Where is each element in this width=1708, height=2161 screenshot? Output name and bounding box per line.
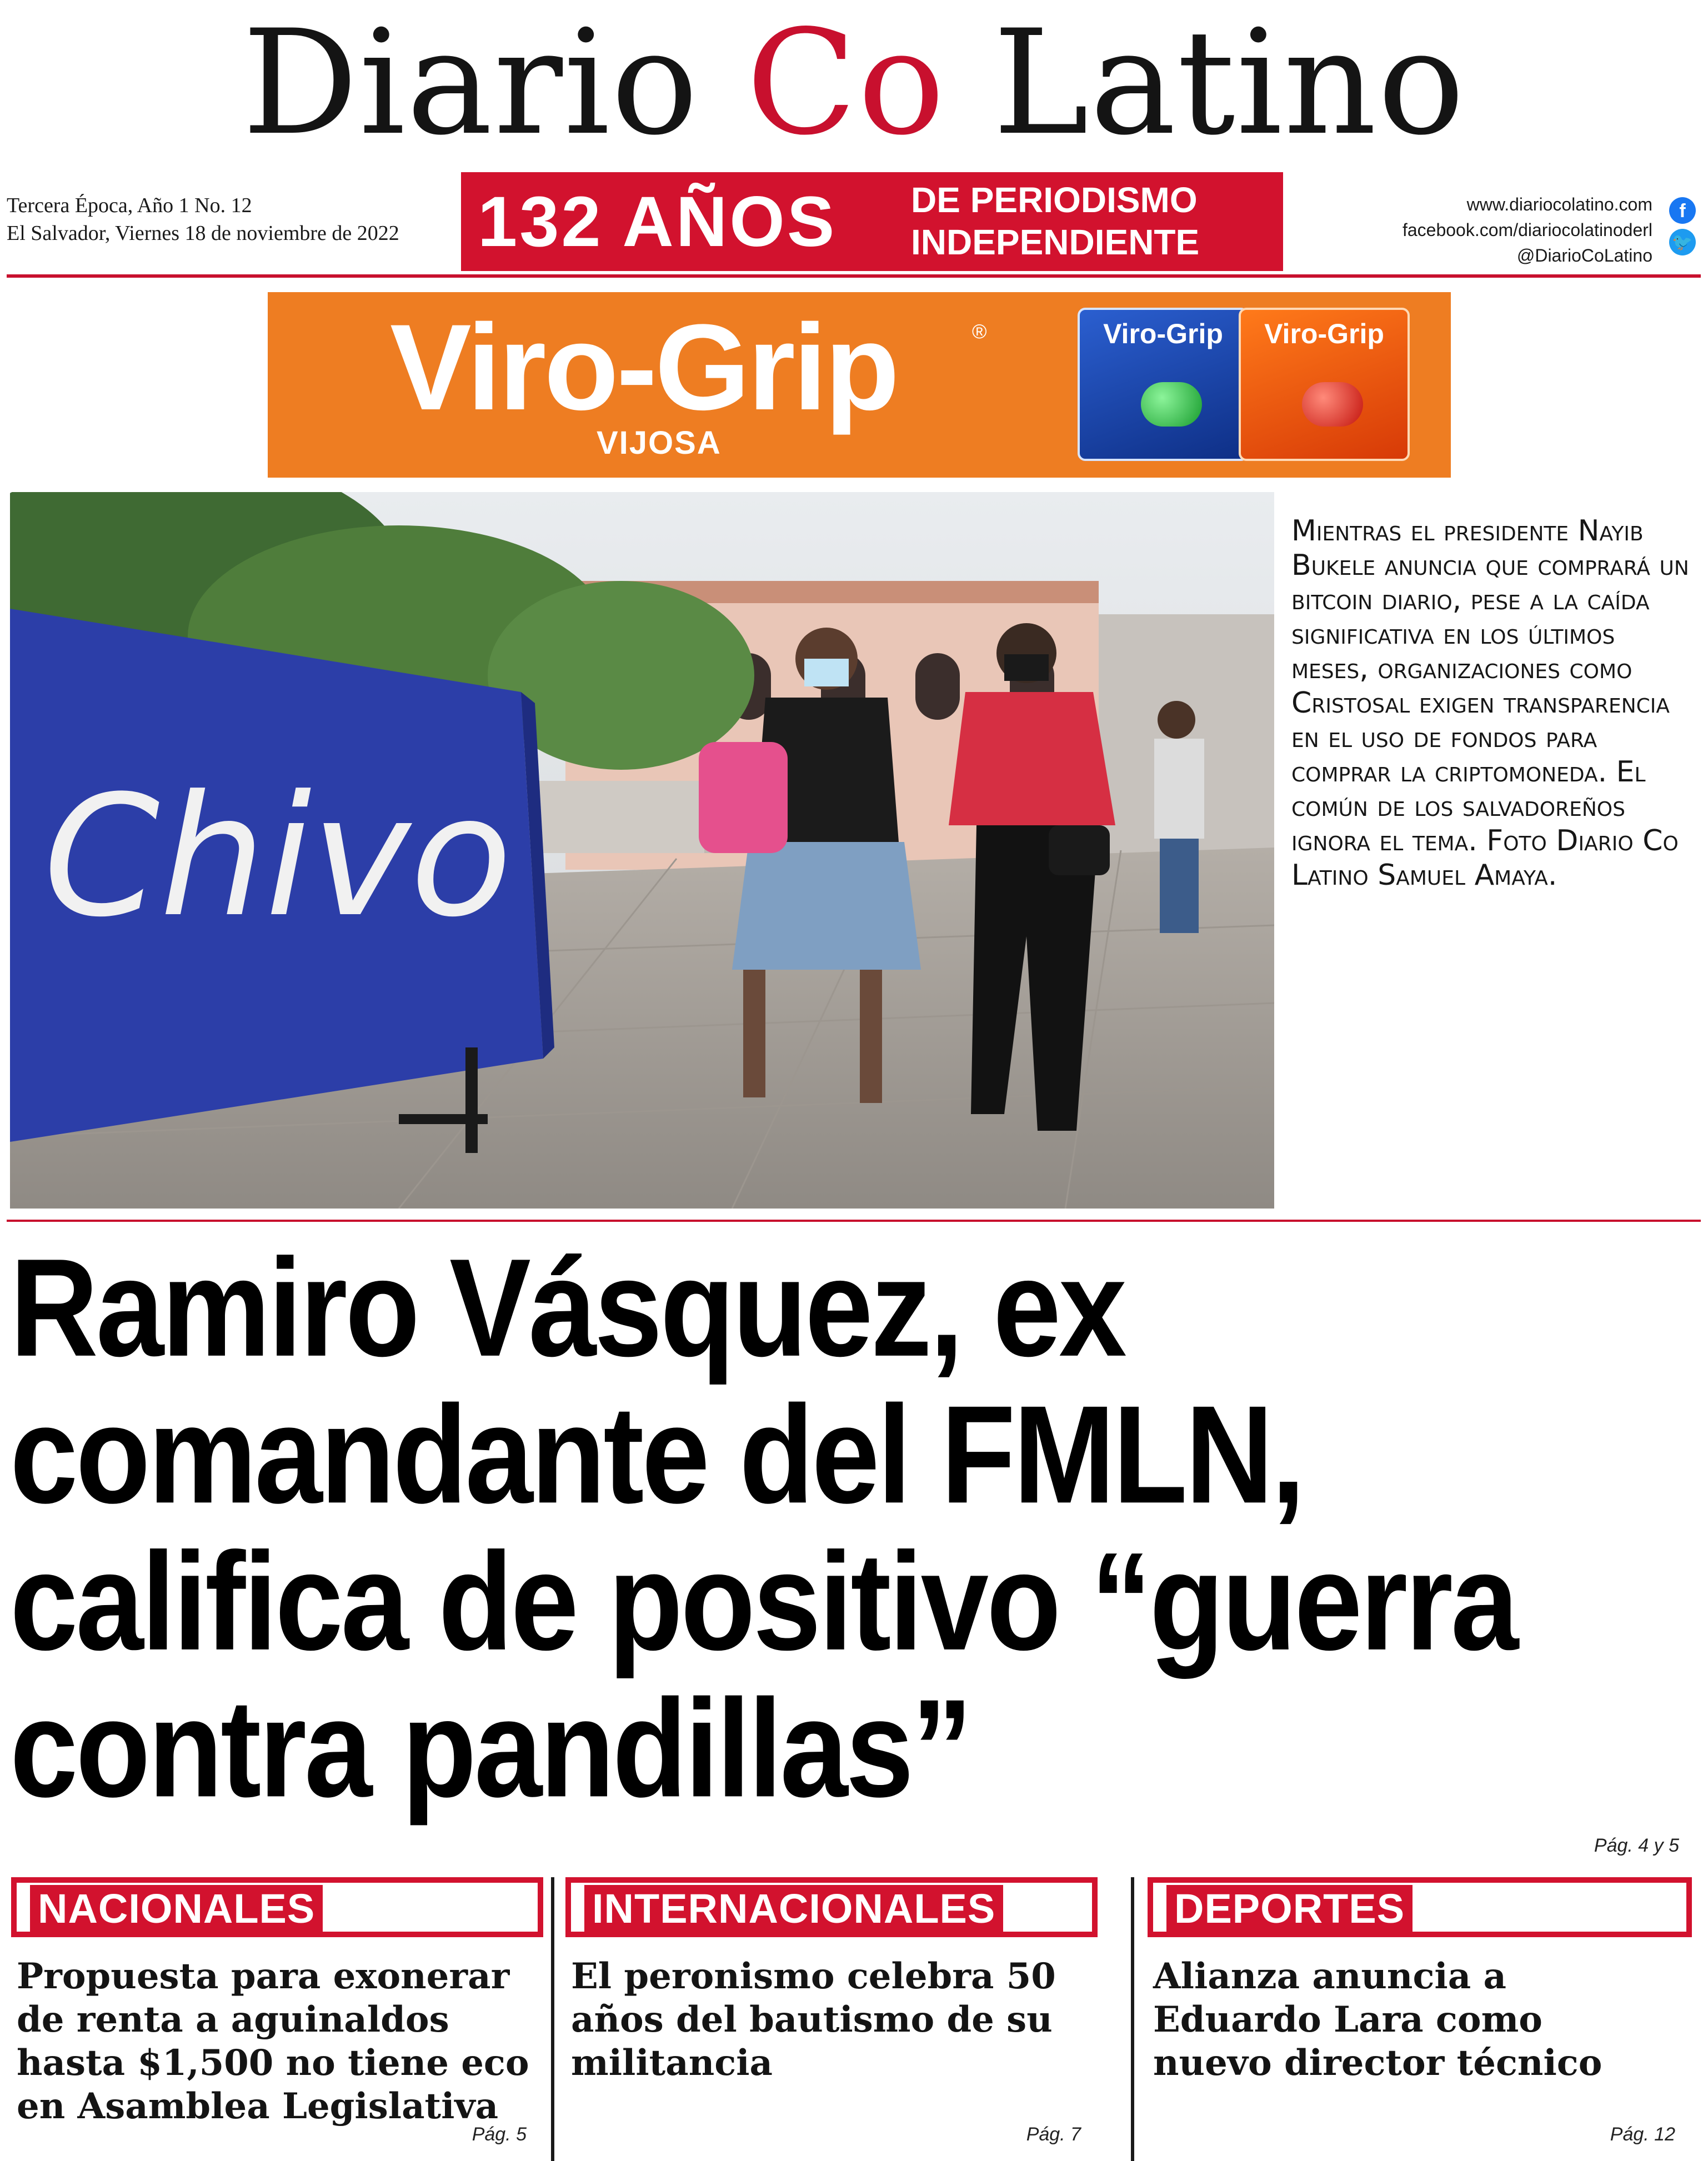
section-header [565, 1877, 1098, 1937]
product-pack-blue [1078, 308, 1249, 461]
twitter-icon[interactable]: 🐦 [1669, 229, 1696, 255]
section-label: NACIONALES [30, 1885, 323, 1933]
ad-brand-name: Viro-Grip [390, 299, 898, 435]
header-divider [7, 274, 1701, 278]
green-capsule-icon [1141, 382, 1202, 427]
ad-manufacturer: VIJOSA [597, 425, 722, 461]
section-deportes[interactable] [1148, 1877, 1692, 2145]
pack-label-orange: Viro-Grip [1264, 318, 1384, 349]
edition-number: Tercera Época, Año 1 No. 12 [7, 194, 252, 217]
chivo-banner-text: Chivo [43, 760, 513, 954]
section-label: INTERNACIONALES [584, 1885, 1003, 1933]
section-header [11, 1877, 543, 1937]
section-story-title[interactable]: Alianza anuncia a Eduardo Lara como nuevo director técnico [1153, 1956, 1602, 2084]
column-divider [551, 1877, 554, 2161]
pack-label-blue: Viro-Grip [1103, 318, 1223, 349]
section-page-ref: Pág. 5 [472, 2124, 527, 2145]
website-link[interactable]: www.diariocolatino.com [1466, 194, 1652, 214]
section-label: DEPORTES [1166, 1885, 1413, 1933]
section-internacionales[interactable] [565, 1877, 1098, 2145]
front-page-photo [10, 492, 1274, 1209]
anniversary-years: 132 AÑOS [478, 182, 837, 262]
headline-page-ref: Pág. 4 y 5 [1594, 1835, 1679, 1856]
facebook-icon[interactable]: f [1669, 197, 1696, 224]
ad-fine-print [272, 303, 294, 464]
street-scene-illustration [10, 492, 1274, 1209]
masthead-logo [0, 0, 1708, 167]
facebook-link[interactable]: facebook.com/diariocolatinoderl [1402, 220, 1652, 240]
main-headline[interactable]: Ramiro Vásquez, ex comandante del FMLN, califica de positivo “guerra contra pandillas” [10, 1230, 1517, 1826]
section-page-ref: Pág. 7 [1026, 2124, 1081, 2145]
section-page-ref: Pág. 12 [1610, 2124, 1675, 2145]
section-header [1148, 1877, 1692, 1937]
red-capsule-icon [1302, 382, 1363, 427]
section-nacionales[interactable] [11, 1877, 543, 2145]
anniversary-banner [461, 172, 1283, 271]
section-story-title[interactable]: El peronismo celebra 50 años del bautismo de su militancia [571, 1956, 1056, 2084]
section-story-title[interactable]: Propuesta para exonerar de renta a aguinaldos hasta $1,500 no tiene eco en Asamblea Legislativa [17, 1956, 529, 2127]
photo-divider [7, 1220, 1701, 1222]
contact-links [1403, 192, 1652, 268]
edition-date: El Salvador, Viernes 18 de noviembre de 2022 [7, 222, 399, 245]
masthead-word-latino: Latino [993, 0, 1466, 167]
column-divider [1131, 1877, 1134, 2161]
twitter-link[interactable]: @DiarioCoLatino [1516, 245, 1652, 265]
edition-info [7, 192, 399, 247]
masthead-word-co: Co [746, 0, 946, 167]
masthead-word-diario: Diario [242, 0, 699, 167]
anniversary-subtitle-line1: DE PERIODISMO [911, 180, 1198, 220]
viro-grip-advertisement[interactable] [268, 292, 1451, 478]
anniversary-subtitle [911, 179, 1199, 263]
photo-caption: Mientras el presidente Nayib Bukele anuncia que comprará un bitcoin diario, pese a la caída significativa en los últimos meses, organizaciones como Cristosal exigen transparencia en el uso de fondos para comprar la criptomoneda. El común de los salvadoreños ignora el tema. Foto Diario Co Latino Samuel Amaya. [1291, 514, 1689, 892]
product-pack-orange [1239, 308, 1410, 461]
ad-registered-mark: ® [972, 320, 987, 343]
anniversary-subtitle-line2: INDEPENDIENTE [911, 222, 1200, 262]
